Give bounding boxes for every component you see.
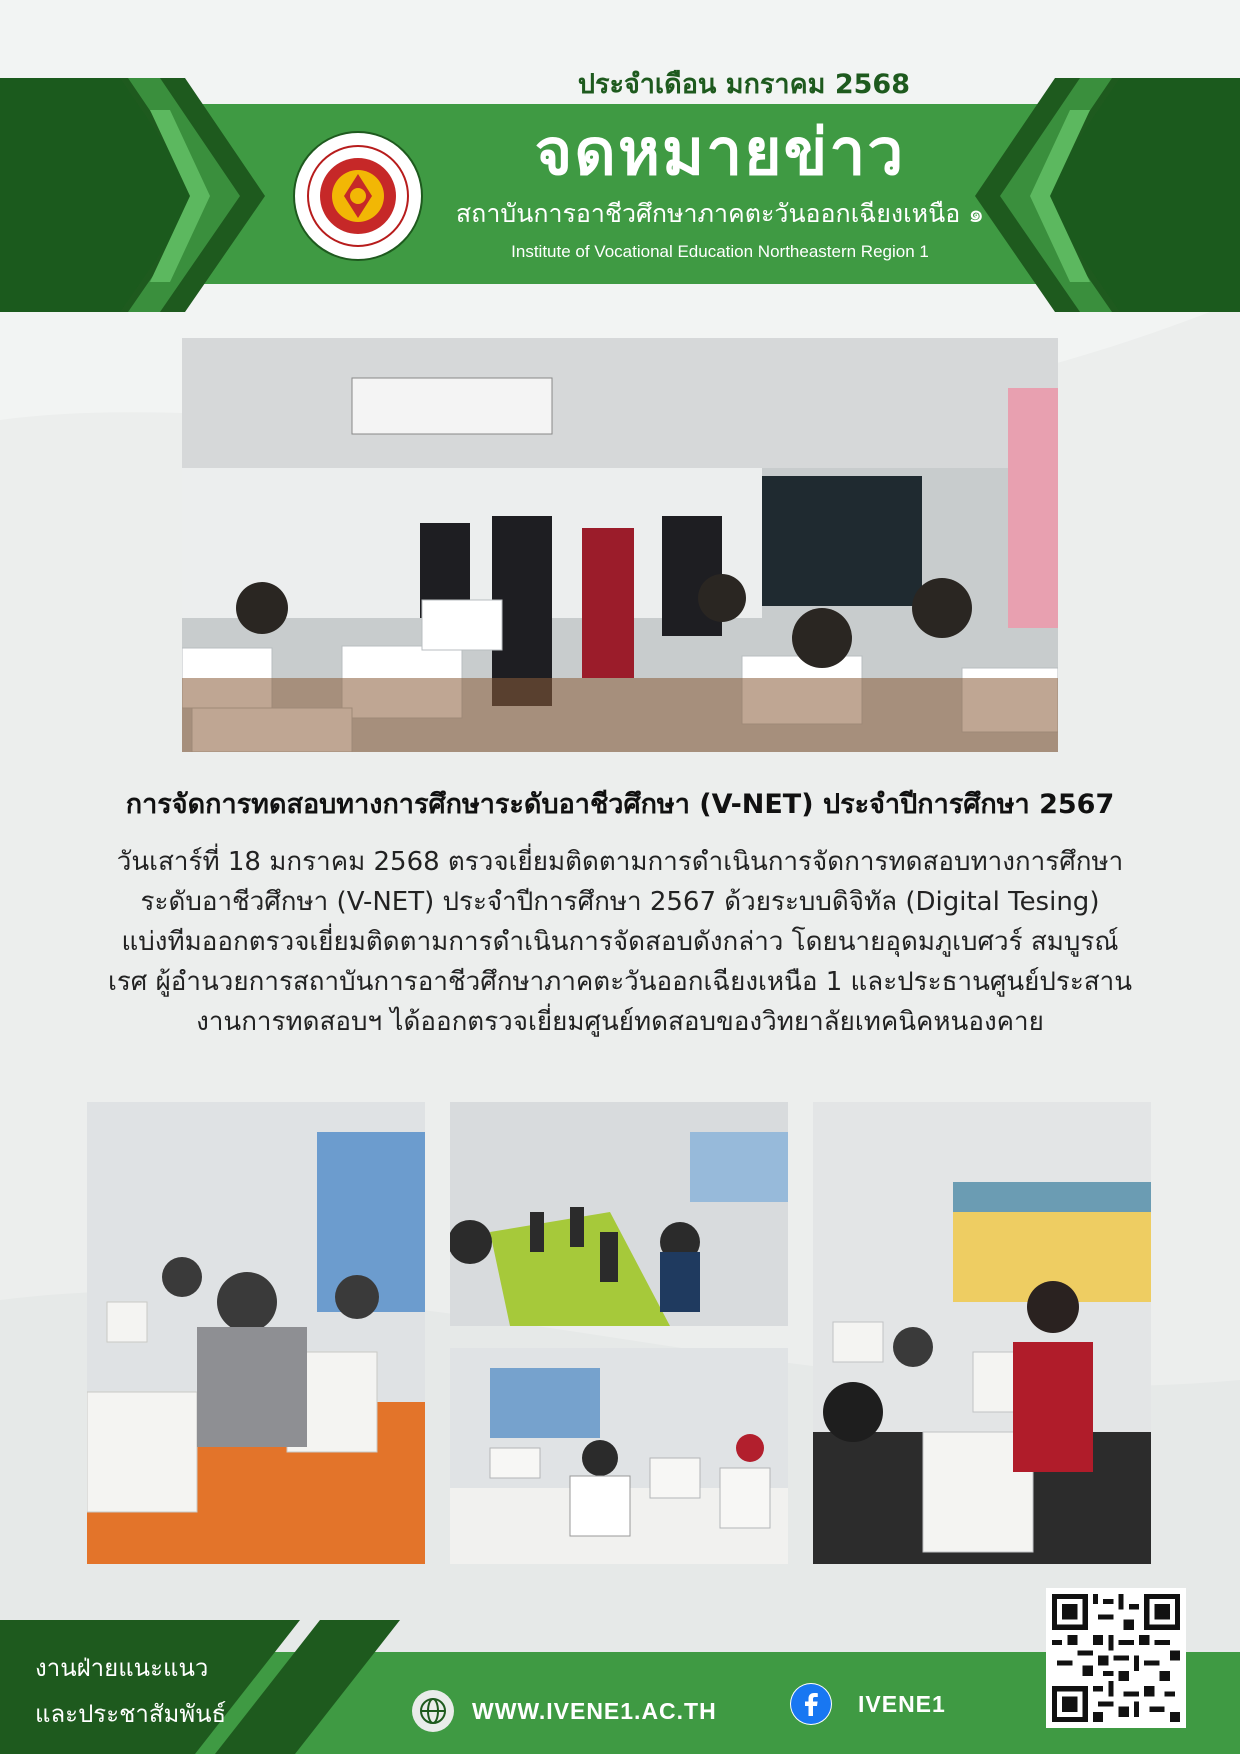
newsletter-title-block — [430, 118, 1010, 262]
gallery-photo-lab-rows — [450, 1102, 788, 1326]
hero-photo — [182, 338, 1058, 752]
facebook-handle[interactable]: IVENE1 — [858, 1690, 946, 1717]
website-link[interactable] — [412, 1690, 717, 1732]
facebook-icon — [790, 1683, 832, 1725]
article-body-line: แบ่งทีมออกตรวจเยี่ยมติดตามการดำเนินการจัดสอบดังกล่าว โดยนายอุดมภูเบศวร์ สมบูรณ์ — [121, 927, 1119, 957]
website-url[interactable]: WWW.IVENE1.AC.TH — [472, 1697, 717, 1724]
department-line-2: และประชาสัมพันธ์ — [35, 1700, 227, 1728]
article-body — [70, 842, 1170, 1042]
facebook-link[interactable] — [790, 1683, 946, 1725]
article-body-line: เรศ ผู้อำนวยการสถาบันการอาชีวศึกษาภาคตะวันออกเฉียงเหนือ 1 และประธานศูนย์ประสาน — [107, 967, 1133, 997]
newsletter-title: จดหมายข่าว — [534, 116, 906, 190]
institute-name-th: สถาบันการอาชีวศึกษาภาคตะวันออกเฉียงเหนือ ๑ — [455, 199, 985, 229]
gallery-photo-student-at-desk — [450, 1348, 788, 1564]
gallery-photo-students-testing — [87, 1102, 425, 1564]
qr-code[interactable] — [1046, 1588, 1186, 1728]
globe-icon — [412, 1690, 454, 1732]
article-body-line: วันเสาร์ที่ 18 มกราคม 2568 ตรวจเยี่ยมติดตามการดำเนินการจัดการทดสอบทางการศึกษา — [116, 847, 1124, 877]
institute-name-en: Institute of Vocational Education Northeastern Region 1 — [511, 242, 929, 262]
article-body-line: ระดับอาชีวศึกษา (V-NET) ประจำปีการศึกษา 2567 ด้วยระบบดิจิทัล (Digital Tesing) — [140, 887, 1100, 917]
article-body-line: งานการทดสอบฯ ได้ออกตรวจเยี่ยมศูนย์ทดสอบของวิทยาลัยเทคนิคหนองคาย — [196, 1007, 1044, 1037]
article-headline: การจัดการทดสอบทางการศึกษาระดับอาชีวศึกษา (V-NET) ประจำปีการศึกษา 2567 — [125, 789, 1115, 820]
department-line-1: งานฝ่ายแนะแนว — [35, 1654, 209, 1682]
gallery-photo-official-with-students — [813, 1102, 1151, 1564]
issue-month: ประจำเดือน มกราคม 2568 — [577, 69, 910, 100]
department-name — [35, 1645, 226, 1737]
institute-logo-seal — [292, 130, 424, 262]
